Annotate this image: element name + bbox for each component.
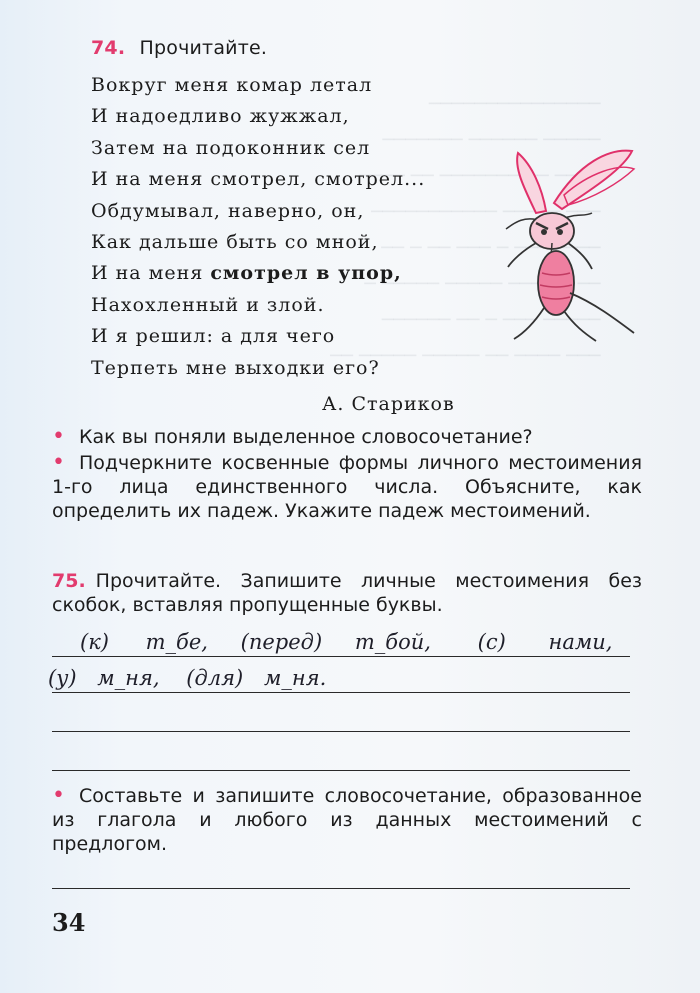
handwriting-line-1 — [80, 630, 612, 654]
poem-line: Обдумывал, наверно, он, — [91, 199, 365, 222]
hw-word: (с) — [477, 630, 506, 654]
poem-line-prefix: И на меня — [91, 262, 211, 285]
writing-line — [52, 770, 630, 771]
bullet-icon: • — [52, 783, 65, 808]
exercise-74-question-2 — [52, 451, 642, 523]
writing-line — [52, 656, 630, 657]
exercise-75-instruction: Прочитайте. Запишите личные местоимения без скобок, вставляя пропущенные буквы. — [52, 570, 642, 616]
task-text: Составьте и запишите словосочетание, образованное из глагола и любого из данных местоимений с предлогом. — [52, 785, 642, 855]
poem-line: Как дальше быть со мной, — [91, 230, 379, 253]
exercise-74-number: 74. — [91, 37, 126, 59]
hw-word: м_ня, — [97, 666, 160, 690]
exercise-75-header — [52, 569, 642, 617]
exercise-74-header — [91, 37, 267, 59]
hw-word: (для) — [186, 666, 244, 690]
show-through-text: ─────────────── ───── ────── ─────── ── ─────── ── ──── ─── ───── ─────────── ──── ─── ─ ─── ── ─ ── ── ──── ───── ───── ─ ───── ─── ─ ── ────── ─── ──── ── ───── ───── ── — [330, 93, 601, 367]
hw-word: т_бе, — [145, 630, 208, 654]
page-number: 34 — [52, 908, 86, 937]
hw-word: (к) — [80, 630, 109, 654]
hw-word: (перед) — [240, 630, 323, 654]
question-text: Подчеркните косвенные формы личного местоимения 1-го лица единственного числа. Объясните, как определить их падеж. Укажите падеж местоимений. — [52, 452, 642, 522]
handwriting-line-2 — [48, 666, 326, 690]
poem-line: И на меня смотрел, смотрел... — [91, 168, 426, 191]
exercise-74-instruction: Прочитайте. — [139, 37, 268, 59]
bullet-icon: • — [52, 424, 65, 449]
hw-word: нами, — [548, 630, 613, 654]
poem-line: Терпеть мне выходки его? — [91, 356, 380, 379]
writing-line — [52, 731, 630, 732]
highlighted-phrase: смотрел в упор, — [210, 262, 402, 285]
poem-line-highlighted — [91, 258, 425, 289]
writing-line — [52, 692, 630, 693]
exercise-75-task — [52, 784, 642, 856]
poem-line: Затем на подоконник сел — [91, 136, 371, 159]
question-text: Как вы поняли выделенное словосочетание? — [78, 426, 533, 448]
poem — [91, 70, 425, 384]
exercise-75-number: 75. — [52, 570, 86, 592]
poem-line: Вокруг меня комар летал — [91, 74, 373, 96]
hw-word: т_бой, — [354, 630, 431, 654]
bullet-icon: • — [52, 450, 65, 475]
writing-line — [52, 888, 630, 889]
mosquito-illustration — [484, 143, 644, 348]
poem-line: И надоедливо жужжал, — [91, 105, 350, 128]
hw-word: (у) — [48, 666, 77, 690]
poem-line: Нахохленный и злой. — [91, 293, 325, 316]
hw-word: м_ня. — [263, 666, 327, 690]
exercise-74-question-1 — [52, 425, 642, 449]
poem-author: А. Стариков — [322, 393, 455, 415]
poem-line: И я решил: а для чего — [91, 325, 336, 348]
